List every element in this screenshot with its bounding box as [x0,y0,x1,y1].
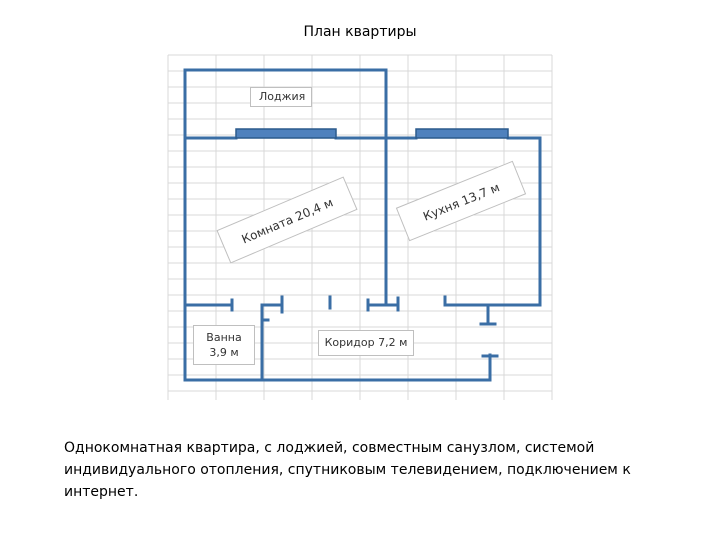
kitchen-label: Кухня 13,7 м [396,161,526,242]
apartment-description: Однокомнатная квартира, с лоджией, совместным санузлом, системой индивидуального отопления, спутниковым телевидением, подключением к интернет. [64,440,631,500]
loggia-label: Лоджия [250,87,312,107]
bathroom-label-line1: Ванна [206,331,242,344]
window-room [236,129,336,138]
page-title: План квартиры [303,24,417,40]
bathroom-label-line2: 3,9 м [209,346,239,359]
window-kitchen [416,129,508,138]
room-label: Комната 20,4 м [216,176,357,263]
corridor-label: Коридор 7,2 м [318,330,414,356]
bathroom-label [193,325,255,365]
